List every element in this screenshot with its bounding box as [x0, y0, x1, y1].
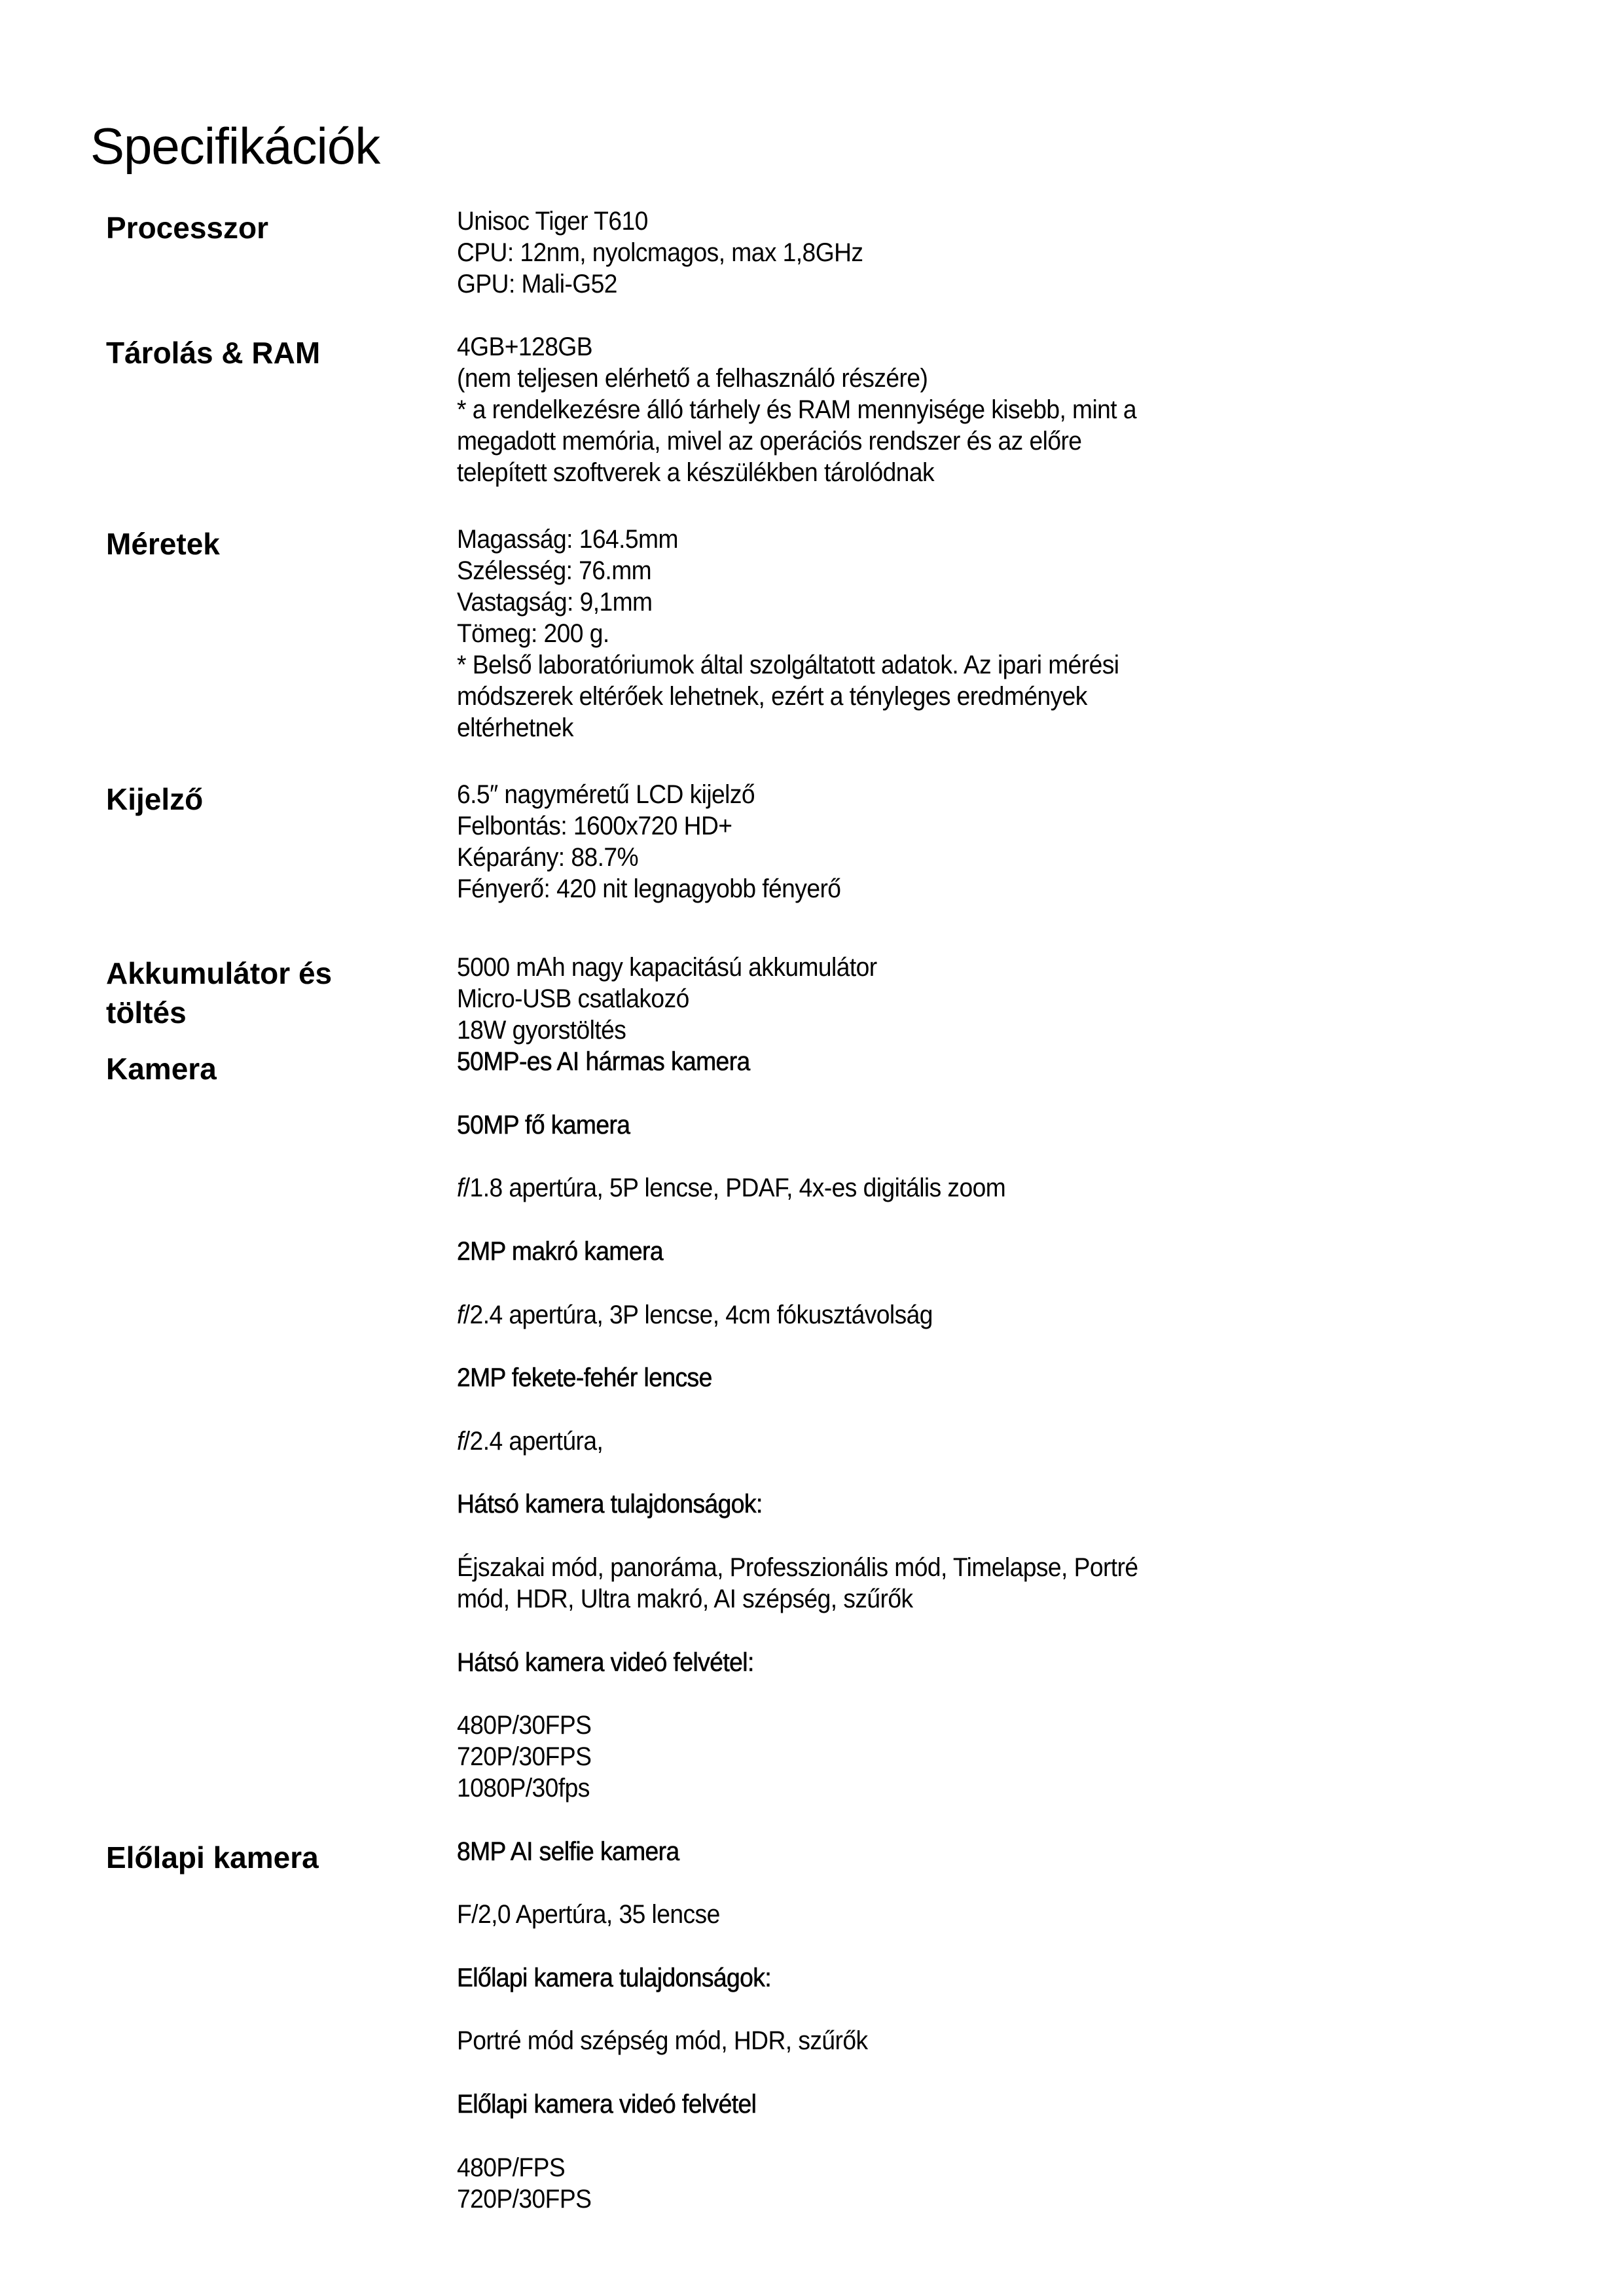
label-camera: Kamera: [106, 1052, 217, 1086]
storage-line: * a rendelkezésre álló tárhely és RAM mennyisége kisebb, mint a: [457, 395, 1136, 424]
storage-line: telepített szoftverek a készülékben tárolódnak: [457, 458, 935, 487]
display-line: Képarány: 88.7%: [457, 843, 639, 872]
storage-line: 4GB+128GB: [457, 332, 592, 361]
display-line: 6.5″ nagyméretű LCD kijelző: [457, 780, 755, 809]
dimensions-line: Szélesség: 76.mm: [457, 556, 652, 585]
camera-mono-title: 2MP fekete-fehér lencse: [457, 1363, 712, 1392]
processor-line: GPU: Mali-G52: [457, 270, 617, 298]
camera-video-line: 480P/30FPS: [457, 1711, 592, 1740]
camera-video-line: 1080P/30fps: [457, 1774, 590, 1803]
label-storage: Tárolás & RAM: [106, 336, 321, 370]
front-camera-video-line: 720P/30FPS: [457, 2185, 592, 2214]
dimensions-line: Vastagság: 9,1mm: [457, 588, 653, 617]
camera-mono-desc: [457, 1426, 603, 1457]
camera-video-line: 720P/30FPS: [457, 1742, 592, 1771]
f-number-symbol: f: [457, 1300, 463, 1329]
camera-headline: 50MP-es AI hármas kamera: [457, 1047, 750, 1076]
front-camera-features-line: Portré mód szépség mód, HDR, szűrők: [457, 2026, 868, 2055]
label-dimensions: Méretek: [106, 527, 220, 561]
dimensions-line: Magasság: 164.5mm: [457, 525, 678, 554]
camera-features-line: Éjszakai mód, panoráma, Professzionális mód, Timelapse, Portré: [457, 1553, 1138, 1582]
display-line: Fényerő: 420 nit legnagyobb fényerő: [457, 874, 841, 903]
front-camera-headline: 8MP AI selfie kamera: [457, 1837, 679, 1866]
camera-macro-desc-text: /2.4 apertúra, 3P lencse, 4cm fókusztávolság: [463, 1300, 933, 1329]
battery-line: 18W gyorstöltés: [457, 1016, 626, 1045]
camera-video-title: Hátsó kamera videó felvétel:: [457, 1648, 754, 1677]
camera-features-line: mód, HDR, Ultra makró, AI szépség, szűrők: [457, 1585, 913, 1613]
battery-line: Micro-USB csatlakozó: [457, 984, 689, 1013]
front-camera-desc: F/2,0 Apertúra, 35 lencse: [457, 1900, 720, 1929]
dimensions-line: Tömeg: 200 g.: [457, 619, 609, 648]
label-display: Kijelző: [106, 782, 204, 816]
dimensions-line: módszerek eltérőek lehetnek, ezért a tényleges eredmények: [457, 682, 1087, 711]
dimensions-line: * Belső laboratóriumok által szolgáltatott adatok. Az ipari mérési: [457, 651, 1119, 679]
front-camera-video-line: 480P/FPS: [457, 2153, 566, 2182]
display-line: Felbontás: 1600x720 HD+: [457, 812, 732, 840]
label-battery-line1: Akkumulátor és: [106, 956, 333, 990]
camera-macro-desc: [457, 1299, 933, 1331]
camera-features-title: Hátsó kamera tulajdonságok:: [457, 1490, 763, 1518]
f-number-symbol: f: [457, 1174, 463, 1202]
label-front-camera: Előlapi kamera: [106, 1840, 319, 1874]
label-battery-line2: töltés: [106, 996, 187, 1030]
processor-line: Unisoc Tiger T610: [457, 207, 648, 236]
label-processor: Processzor: [106, 211, 269, 245]
camera-mono-desc-text: /2.4 apertúra,: [463, 1427, 604, 1456]
front-camera-video-title: Előlapi kamera videó felvétel: [457, 2090, 757, 2119]
dimensions-line: eltérhetnek: [457, 713, 573, 742]
processor-line: CPU: 12nm, nyolcmagos, max 1,8GHz: [457, 238, 863, 267]
battery-line: 5000 mAh nagy kapacitású akkumulátor: [457, 953, 877, 982]
storage-line: (nem teljesen elérhető a felhasználó részére): [457, 364, 928, 393]
camera-macro-title: 2MP makró kamera: [457, 1237, 663, 1266]
camera-main-desc-text: /1.8 apertúra, 5P lencse, PDAF, 4x-es digitális zoom: [463, 1174, 1006, 1202]
front-camera-features-title: Előlapi kamera tulajdonságok:: [457, 1964, 772, 1992]
f-number-symbol: f: [457, 1427, 463, 1456]
camera-main-desc: [457, 1172, 1005, 1204]
page-title: Specifikációk: [90, 117, 380, 175]
camera-main-title: 50MP fő kamera: [457, 1111, 630, 1139]
storage-line: megadott memória, mivel az operációs rendszer és az előre: [457, 427, 1082, 456]
